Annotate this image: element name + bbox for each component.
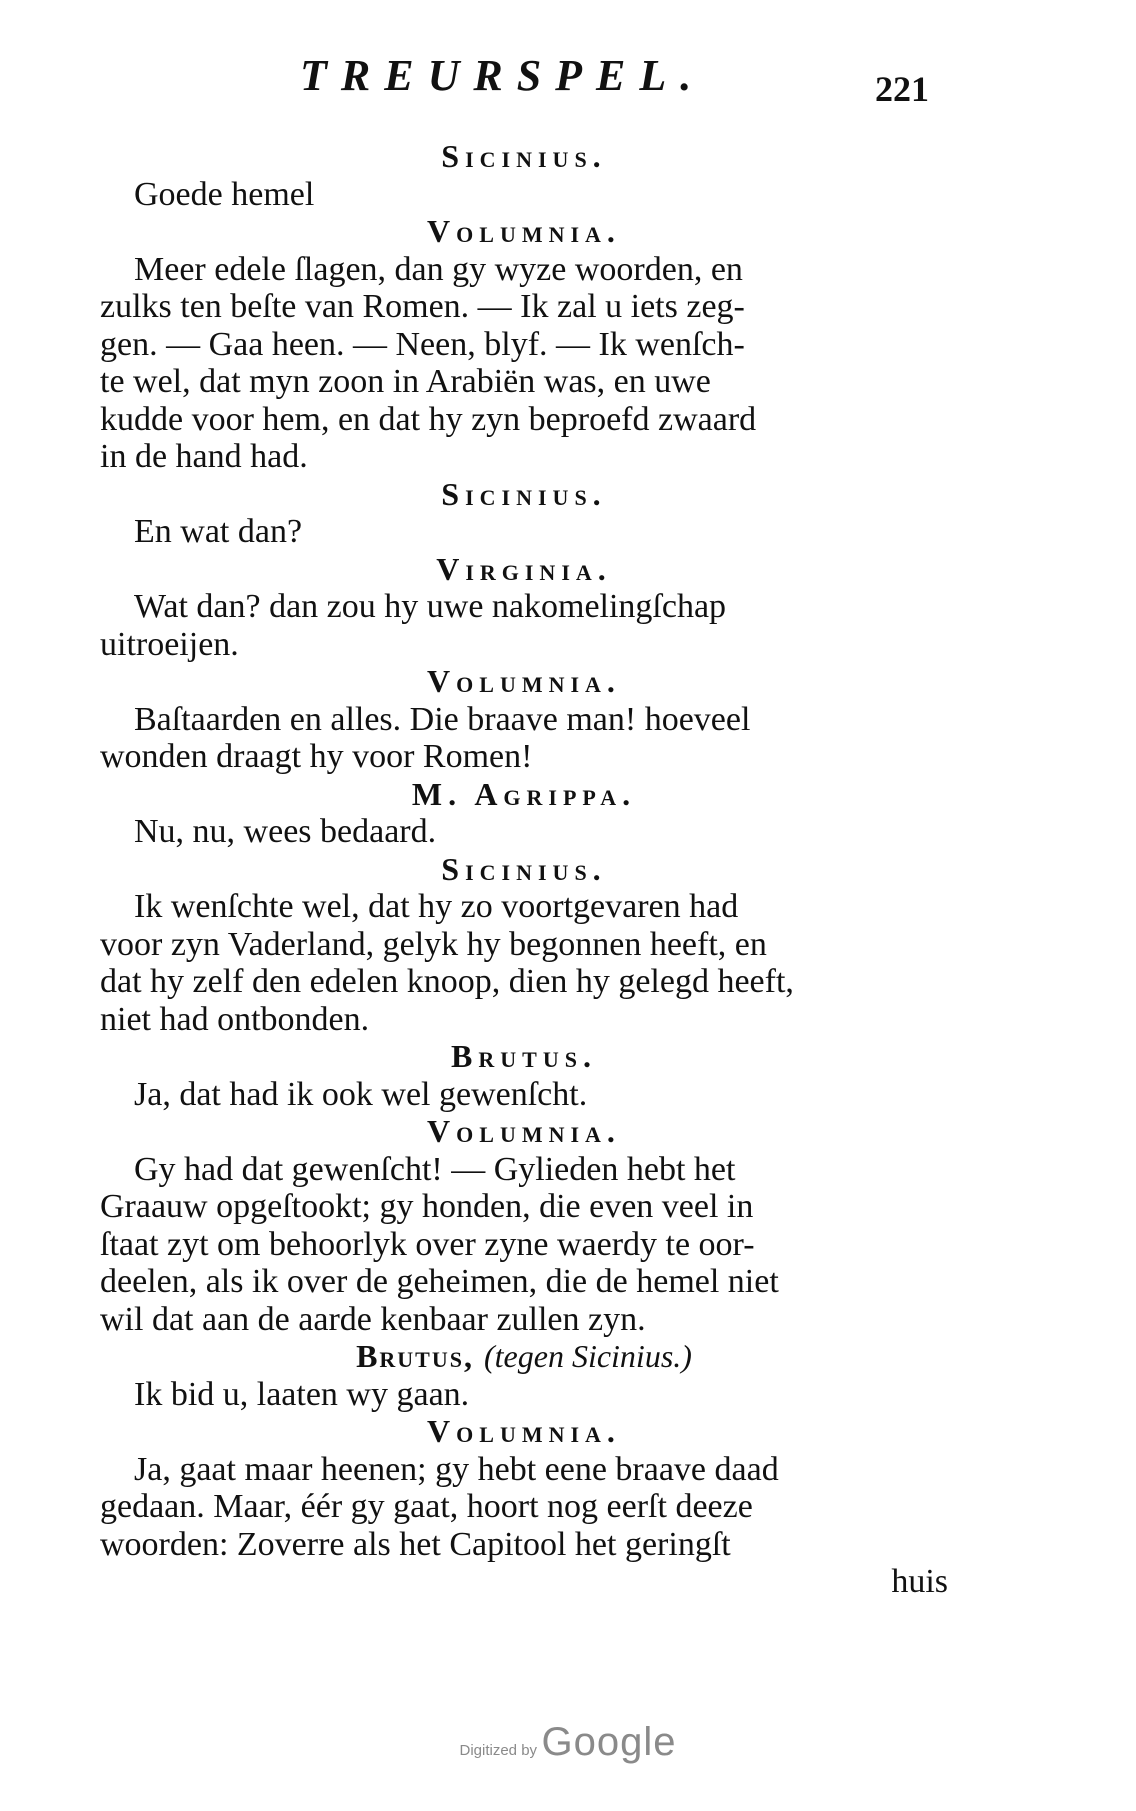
speaker-with-direction <box>100 1338 948 1376</box>
dialogue-line: wonden draagt hy voor Romen! <box>100 738 533 775</box>
dialogue-line: Ik bid u, laaten wy gaan. <box>134 1375 470 1413</box>
speaker-name: Sicinius. <box>441 138 607 174</box>
dialogue-line: Nu, nu, wees bedaard. <box>134 813 437 850</box>
dialogue-line: te wel, dat myn zoon in Arabiën was, en uwe <box>100 363 711 400</box>
dialogue-line: wil dat aan de aarde kenbaar zullen zyn. <box>100 1300 646 1338</box>
dialogue-line: Ik wenſchte wel, dat hy zo voortgevaren had <box>134 888 739 925</box>
dialogue-line: deelen, als ik over de geheimen, die de hemel niet <box>100 1263 779 1300</box>
google-wordmark: Google <box>541 1720 677 1764</box>
dialogue-line: Meer edele ſlagen, dan gy wyze woorden, en <box>134 250 743 288</box>
speaker-name: Volumnia. <box>427 1113 621 1149</box>
speaker-name: Brutus. <box>451 1038 597 1074</box>
speaker-name: Brutus, <box>356 1338 474 1374</box>
dialogue-line: Gy had dat gewenſcht! — Gylieden hebt het <box>134 1150 736 1188</box>
running-head: TREURSPEL. <box>300 51 706 100</box>
speaker-name: Sicinius. <box>441 850 607 887</box>
page-number: 221 <box>875 69 929 109</box>
dialogue-line: dat hy zelf den edelen knoop, dien hy gelegd heeft, <box>100 963 794 1000</box>
dialogue-line: uitroeijen. <box>100 625 239 663</box>
dialogue-line: Ja, dat had ik ook wel gewenſcht. <box>134 1075 588 1113</box>
dialogue-line: woorden: Zoverre als het Capitool het geringſt <box>100 1525 731 1563</box>
speaker-name: Volumnia. <box>427 663 621 699</box>
dialogue-line: Wat dan? dan zou hy uwe nakomelingſchap <box>134 588 727 625</box>
dialogue-line: Graauw opgeſtookt; gy honden, die even veel in <box>100 1188 754 1225</box>
speaker-name: Virginia. <box>436 550 612 587</box>
stage-direction: (tegen Sicinius.) <box>483 1338 692 1374</box>
dialogue-line: in de hand had. <box>100 438 308 475</box>
dialogue-line: Baſtaarden en alles. Die braave man! hoeveel <box>134 700 751 738</box>
dialogue-line: Goede hemel <box>134 175 315 213</box>
dialogue-line: kudde voor hem, en dat hy zyn beproefd zwaard <box>100 400 757 438</box>
dialogue-line: niet had ontbonden. <box>100 1000 370 1038</box>
dialogue-line: gen. — Gaa heen. — Neen, blyf. — Ik wenſch- <box>100 325 745 363</box>
digitization-watermark <box>0 1720 1136 1765</box>
speaker-name: Sicinius. <box>441 475 607 512</box>
dialogue-line: zulks ten beſte van Romen. — Ik zal u iets zeg- <box>100 288 745 325</box>
digitized-label: Digitized by <box>459 1742 538 1759</box>
speaker-name: M. Agrippa. <box>411 775 637 812</box>
catchword: huis <box>891 1563 948 1600</box>
dialogue-line: Ja, gaat maar heenen; gy hebt eene braave daad <box>134 1450 779 1488</box>
speaker-name: Volumnia. <box>427 213 621 249</box>
play-text <box>100 138 948 1601</box>
dialogue-line: ſtaat zyt om behoorlyk over zyne waerdy te oor- <box>100 1225 755 1263</box>
speaker-name: Volumnia. <box>427 1413 621 1449</box>
dialogue-line: voor zyn Vaderland, gelyk hy begonnen heeft, en <box>100 925 767 963</box>
dialogue-line: gedaan. Maar, éér gy gaat, hoort nog eerſt deeze <box>100 1488 753 1525</box>
dialogue-line: En wat dan? <box>134 513 303 550</box>
